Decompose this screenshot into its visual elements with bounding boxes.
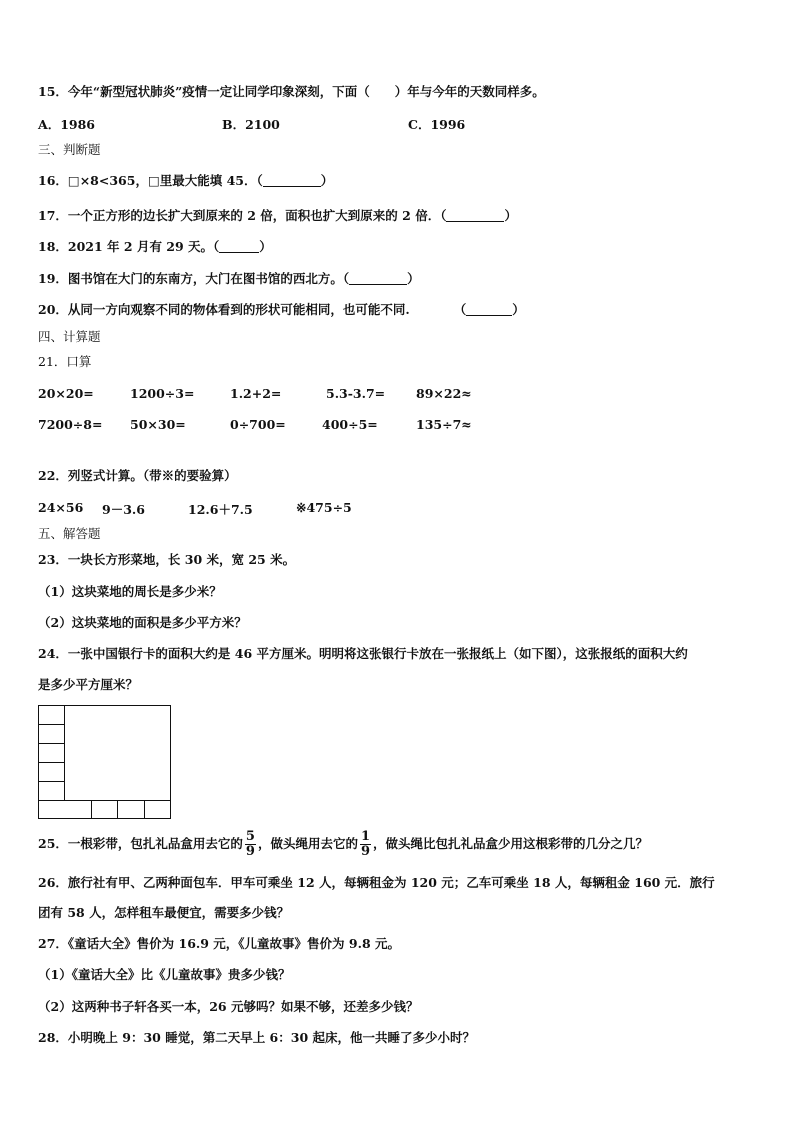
section-heading-calculation: 四、计算题 (38, 329, 101, 344)
mental-math-item: 1.2+2= (230, 386, 282, 401)
answer-blank[interactable] (446, 209, 504, 222)
q17-text: 17．一个正方形的边长扩大到原来的 2 倍，面积也扩大到原来的 2 倍．（ (38, 208, 447, 223)
question-20 (38, 302, 525, 318)
q15-option-c: C．1996 (408, 117, 466, 132)
section-heading-judgement: 三、判断题 (38, 142, 101, 157)
answer-blank[interactable] (263, 174, 321, 187)
question-26-line2: 团有 58 人，怎样租车最便宜，需要多少钱？ (38, 905, 290, 920)
question-23-title: 23．一块长方形菜地，长 30 米，宽 25 米。 (38, 552, 296, 567)
question-17 (38, 208, 517, 224)
mental-math-item: 0÷700= (230, 417, 286, 432)
fraction-five-ninths (245, 830, 256, 859)
question-19 (38, 271, 420, 287)
mental-math-item: 89×22≈ (416, 386, 472, 401)
q25-part2: ，做头绳用去它的 (257, 836, 358, 851)
vertical-calc-item: 24×56 (38, 500, 84, 515)
mental-math-item: 1200÷3= (130, 386, 195, 401)
mental-math-item: 7200÷8= (38, 417, 103, 432)
q20-open: （ (453, 302, 467, 317)
question-18 (38, 239, 272, 255)
q18-text: 18．2021 年 2 月有 29 天。（ (38, 239, 220, 254)
question-27-sub1: （1）《童话大全》比《儿童故事》贵多少钱？ (38, 967, 291, 982)
question-16 (38, 173, 333, 189)
question-27-sub2: （2）这两种书子轩各买一本，26 元够吗？如果不够，还差多少钱？ (38, 999, 419, 1014)
fraction-denominator: 9 (360, 844, 371, 859)
q20-text: 20．从同一方向观察不同的物体看到的形状可能相同，也可能不同. (38, 302, 410, 317)
question-23-sub1: （1）这块菜地的周长是多少米？ (38, 584, 222, 599)
question-26-line1: 26．旅行社有甲、乙两种面包车．甲车可乘坐 12 人，每辆租金为 120 元；乙车可乘坐 18 人，每辆租金 160 元．旅行 (38, 875, 715, 890)
vertical-calc-item: 9－3.6 (102, 502, 145, 517)
q25-part3: ，做头绳比包扎礼品盒少用这根彩带的几分之几？ (373, 836, 649, 851)
vertical-calc-item: ※475÷5 (296, 500, 352, 515)
mental-math-item: 400÷5= (322, 417, 378, 432)
question-24-line1: 24．一张中国银行卡的面积大约是 46 平方厘米。明明将这张银行卡放在一张报纸上（如下图），这张报纸的面积大约 (38, 646, 688, 661)
q17-close: ） (504, 208, 517, 223)
q18-close: ） (259, 239, 272, 254)
mental-math-item: 135÷7≈ (416, 417, 472, 432)
q25-part1: 25．一根彩带，包扎礼品盒用去它的 (38, 836, 243, 851)
mental-math-item: 5.3-3.7= (326, 386, 386, 401)
newspaper-card-grid (38, 705, 172, 820)
q20-close: ） (512, 302, 525, 317)
vertical-calc-item: 12.6＋7.5 (188, 502, 253, 517)
q16-close: ） (320, 173, 334, 188)
q15-option-b: B．2100 (222, 117, 280, 132)
answer-blank[interactable] (219, 240, 259, 253)
question-24-line2: 是多少平方厘米？ (38, 677, 139, 692)
question-25 (38, 828, 648, 860)
q19-text: 19．图书馆在大门的东南方，大门在图书馆的西北方。（ (38, 271, 350, 286)
fraction-one-ninth (360, 830, 371, 859)
fraction-numerator: 5 (245, 829, 255, 844)
question-27-title: 27．《童话大全》售价为 16.9 元，《儿童故事》售价为 9.8 元。 (38, 936, 400, 951)
answer-blank[interactable] (466, 303, 512, 316)
q16-text: 16．□×8<365，□里最大能填 45．（ (38, 173, 263, 188)
section-heading-word-problems: 五、解答题 (38, 526, 101, 541)
fraction-numerator: 1 (360, 829, 371, 844)
answer-blank[interactable] (349, 272, 407, 285)
q19-close: ） (407, 271, 420, 286)
question-21-title: 21．口算 (38, 354, 92, 369)
question-22-title: 22．列竖式计算。（带※的要验算） (38, 468, 237, 483)
question-28: 28．小明晚上 9：30 睡觉，第二天早上 6：30 起床，他一共睡了多少小时？ (38, 1030, 475, 1045)
question-23-sub2: （2）这块菜地的面积是多少平方米？ (38, 615, 247, 630)
fraction-denominator: 9 (245, 844, 255, 859)
q15-option-a: A．1986 (38, 117, 95, 132)
mental-math-item: 50×30= (130, 417, 186, 432)
question-15: 15．今年“新型冠状肺炎”疫情一定让同学印象深刻，下面（ ）年与今年的天数同样多。 (38, 84, 545, 99)
mental-math-item: 20×20= (38, 386, 94, 401)
